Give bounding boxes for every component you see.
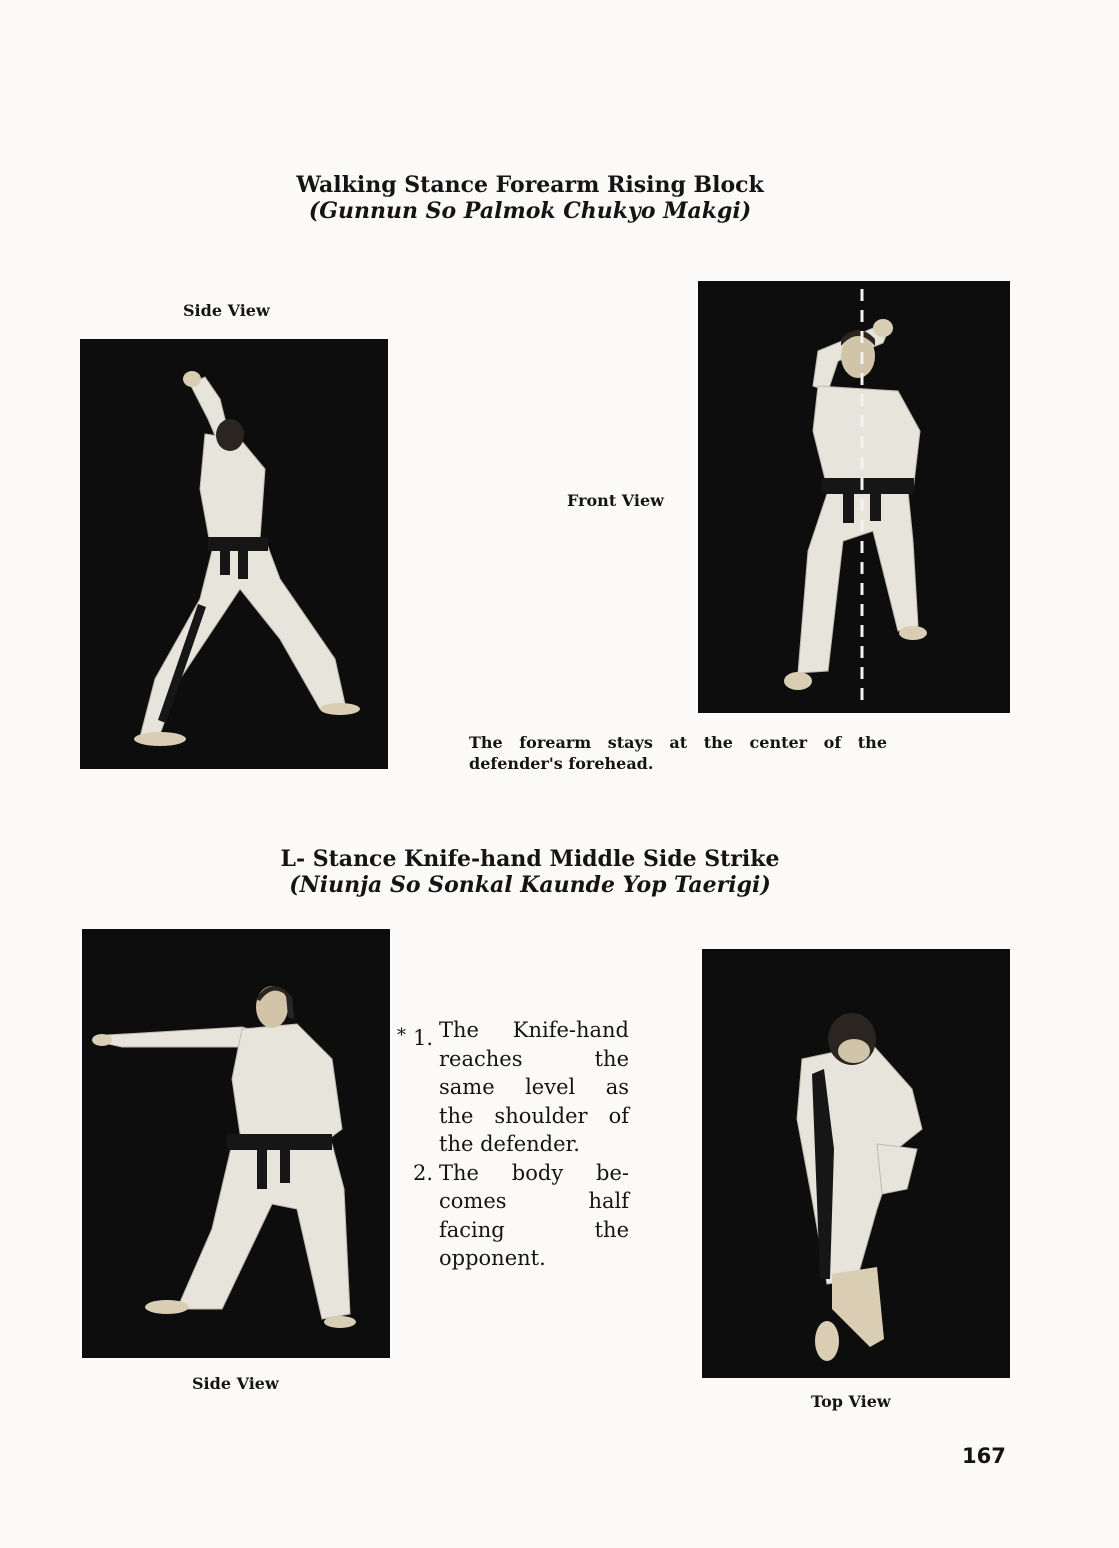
step-2 — [385, 1159, 665, 1273]
steps-list — [395, 1016, 665, 1273]
step-text: The Knife-hand reaches the same level as the shoulder of the defender. — [439, 1018, 629, 1156]
top-view-caption: Top View — [811, 1392, 891, 1411]
front-view-caption: Front View — [567, 491, 664, 510]
section1-heading — [240, 172, 820, 224]
step-text: The body be- comes half facing the opponent. — [439, 1160, 629, 1270]
section2-title: L- Stance Knife-hand Middle Side Strike — [280, 846, 780, 872]
figure-illustration — [80, 339, 388, 769]
section1-subtitle: (Gunnun So Palmok Chukyo Makgi) — [308, 198, 752, 224]
section2-heading — [230, 846, 830, 898]
section1-title: Walking Stance Forearm Rising Block — [296, 172, 764, 198]
step-number: * 1. — [395, 1016, 439, 1159]
photo-top-view-knife-hand-strike — [702, 949, 1010, 1378]
section2-subtitle: (Niunja So Sonkal Kaunde Yop Taerigi) — [289, 872, 771, 898]
side-view-caption-1: Side View — [183, 301, 270, 320]
photo-side-view-rising-block — [80, 339, 388, 769]
step-1 — [395, 1016, 665, 1159]
photo-side-view-knife-hand-strike — [82, 929, 390, 1358]
side-view-caption-2: Side View — [192, 1374, 279, 1393]
forearm-note: The forearm stays at the center of the defender's forehead. — [469, 733, 887, 773]
figure-illustration — [82, 929, 390, 1358]
photo-front-view-rising-block — [698, 281, 1010, 713]
figure-illustration — [698, 281, 1010, 713]
page-number: 167 — [962, 1444, 1006, 1468]
step-number: 2. — [412, 1160, 433, 1185]
figure-illustration — [702, 949, 1010, 1378]
asterisk-marker: * — [397, 1025, 406, 1046]
